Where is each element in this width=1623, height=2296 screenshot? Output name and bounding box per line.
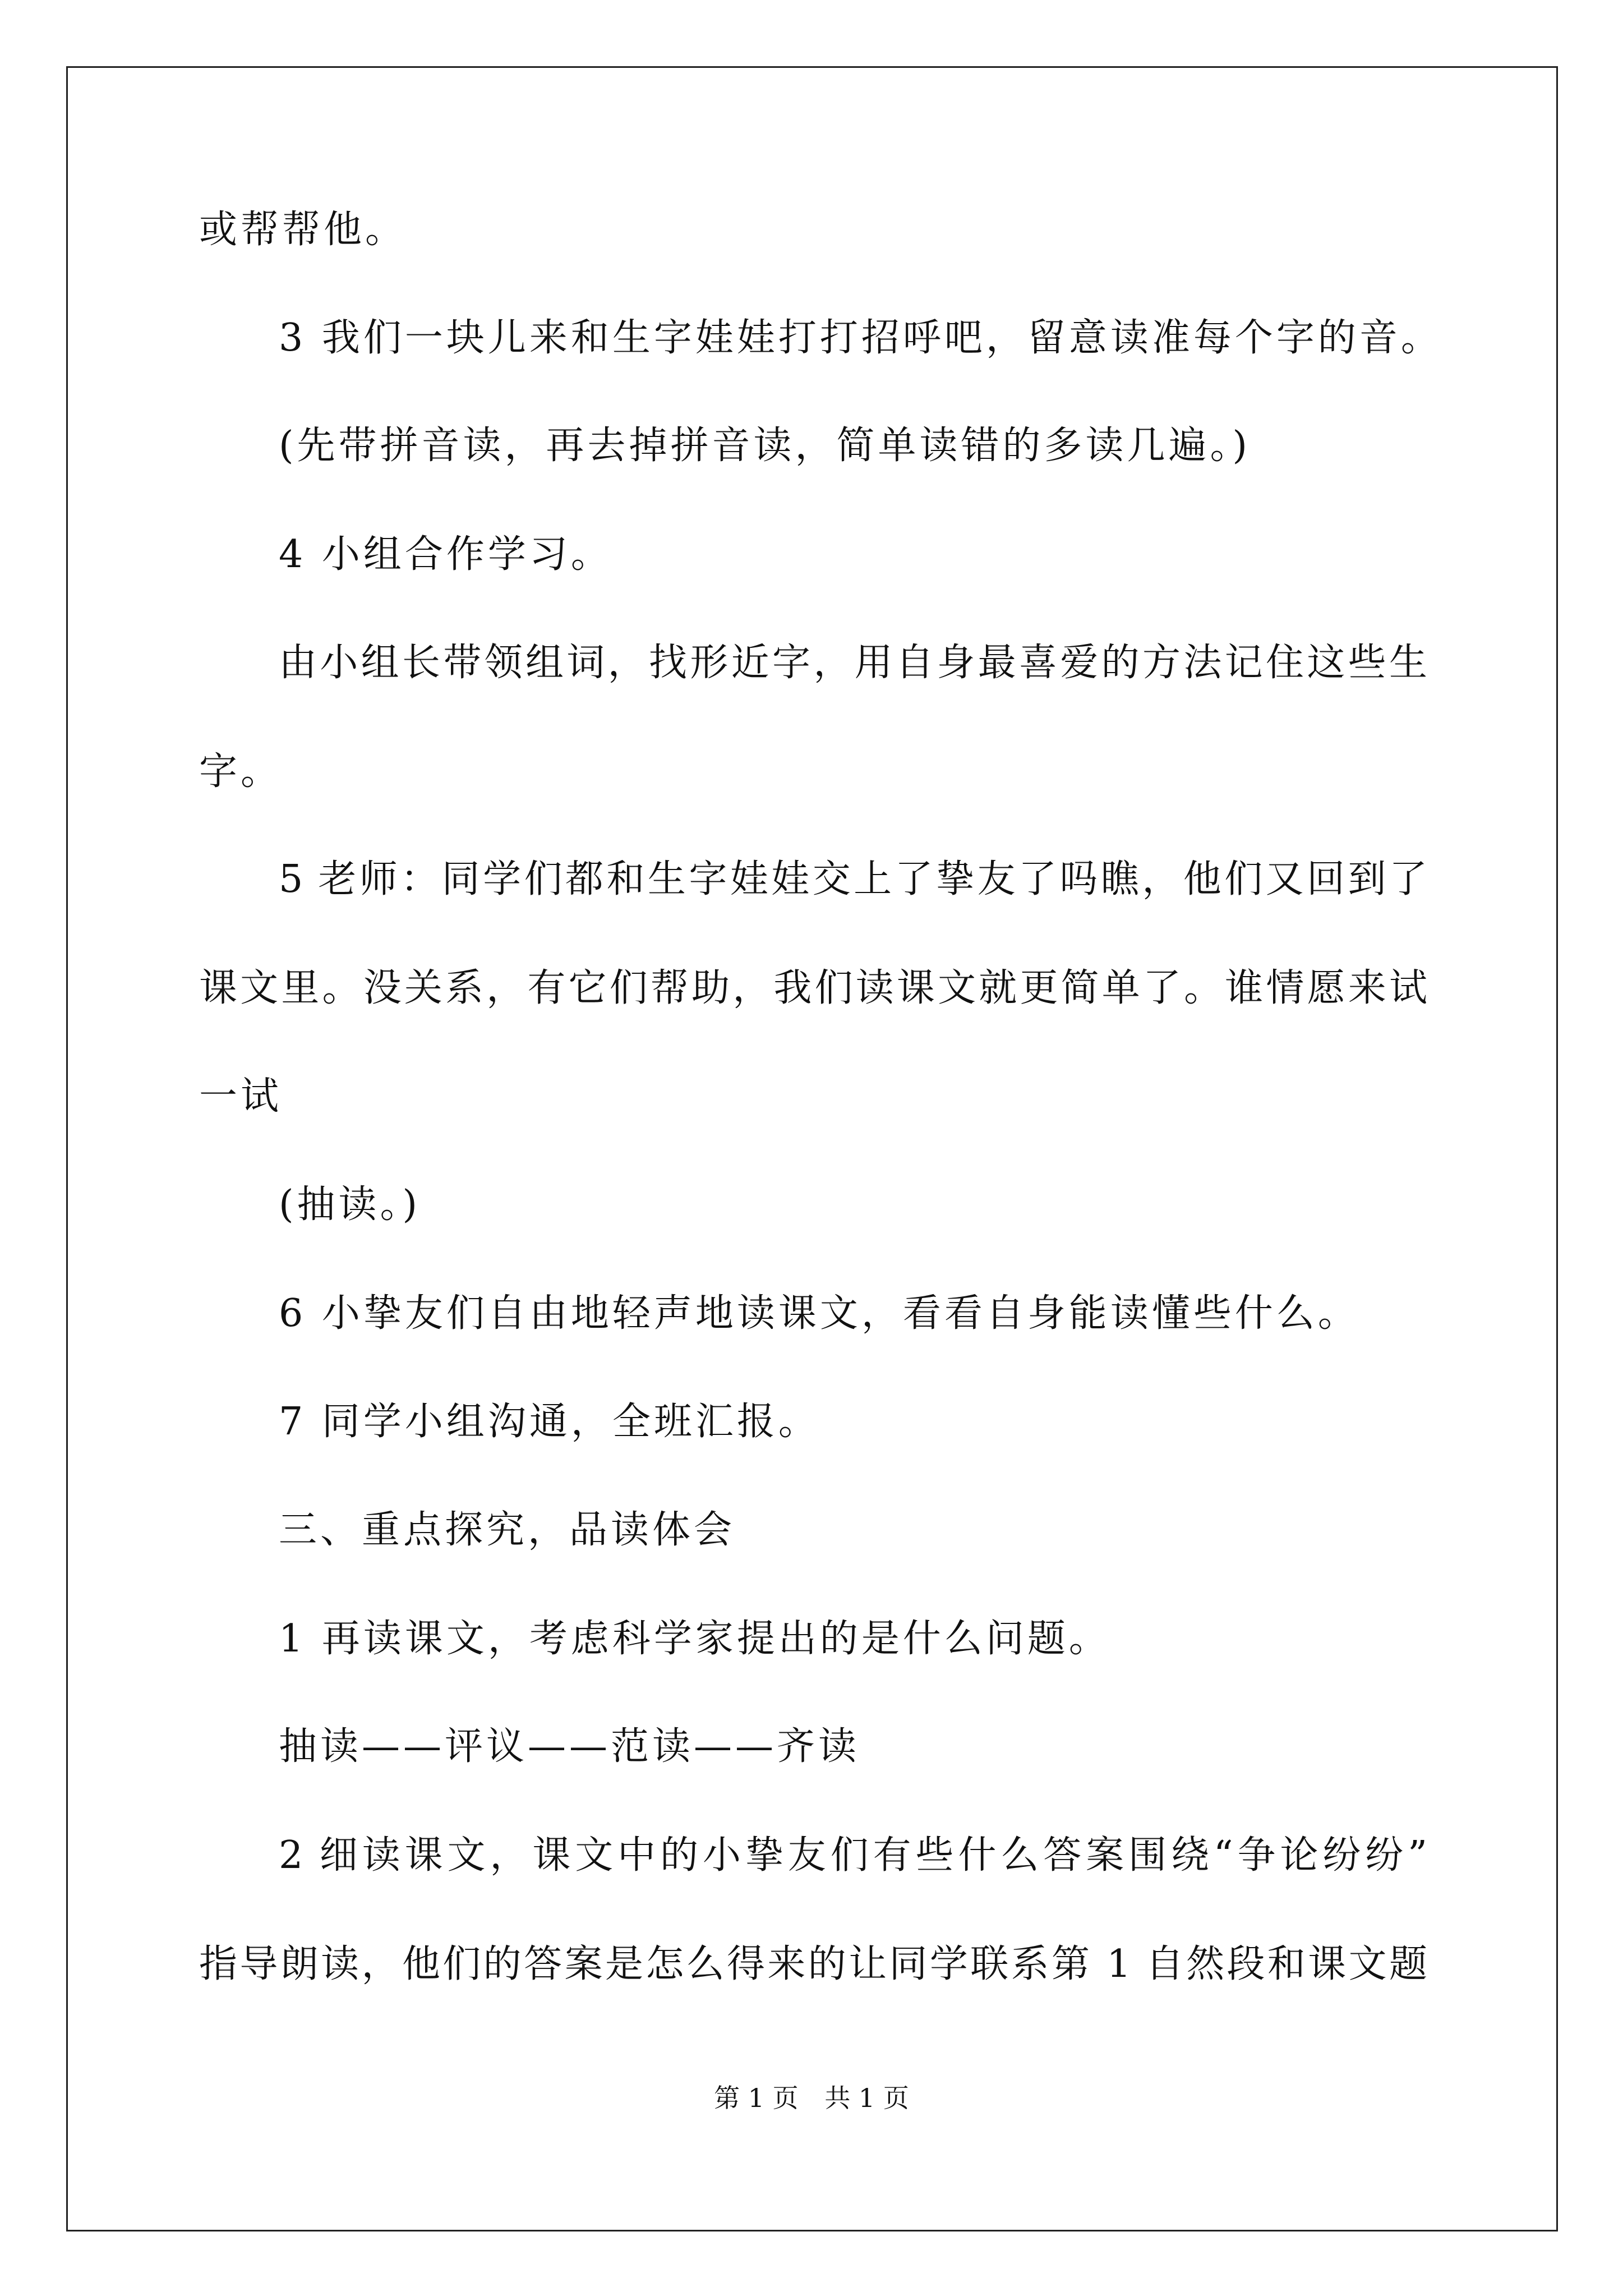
text-line: 一试	[199, 1074, 283, 1119]
text-line: 5 老师：同学们都和生字娃娃交上了挚友了吗瞧，他们又回到了	[279, 857, 1427, 901]
page-total: 共 1 页	[824, 2083, 909, 2113]
page-footer	[0, 2081, 1623, 2115]
text-line: 抽读——评议——范读——齐读	[279, 1724, 860, 1769]
text-line: 1 再读课文，考虑科学家提出的是什么问题。	[279, 1617, 1110, 1661]
text-line: 3 我们一块儿来和生字娃娃打打招呼吧，留意读准每个字的音。	[279, 316, 1442, 360]
text-line: 2 细读课文，课文中的小挚友们有些什么答案围绕“争论纷纷”	[279, 1833, 1427, 1878]
text-line: 7 同学小组沟通，全班汇报。	[279, 1400, 820, 1444]
text-line: 字。	[199, 749, 283, 794]
text-line: 课文里。没关系，有它们帮助，我们读课文就更简单了。谁情愿来试	[199, 966, 1427, 1010]
text-line: 由小组长带领组词，找形近字，用自身最喜爱的方法记住这些生	[279, 641, 1427, 685]
text-line: 4 小组合作学习。	[279, 532, 612, 577]
text-line: (抽读。)	[279, 1182, 421, 1227]
text-line: 6 小挚友们自由地轻声地读课文，看看自身能读懂些什么。	[279, 1291, 1359, 1336]
page-number: 第 1 页	[714, 2083, 799, 2113]
page-border	[66, 66, 1558, 2231]
text-line: (先带拼音读，再去掉拼音读，简单读错的多读几遍。)	[279, 424, 1251, 468]
text-line: 或帮帮他。	[199, 208, 407, 252]
text-line: 三、重点探究，品读体会	[279, 1508, 736, 1552]
text-line: 指导朗读，他们的答案是怎么得来的让同学联系第 1 自然段和课文题	[199, 1942, 1427, 1986]
